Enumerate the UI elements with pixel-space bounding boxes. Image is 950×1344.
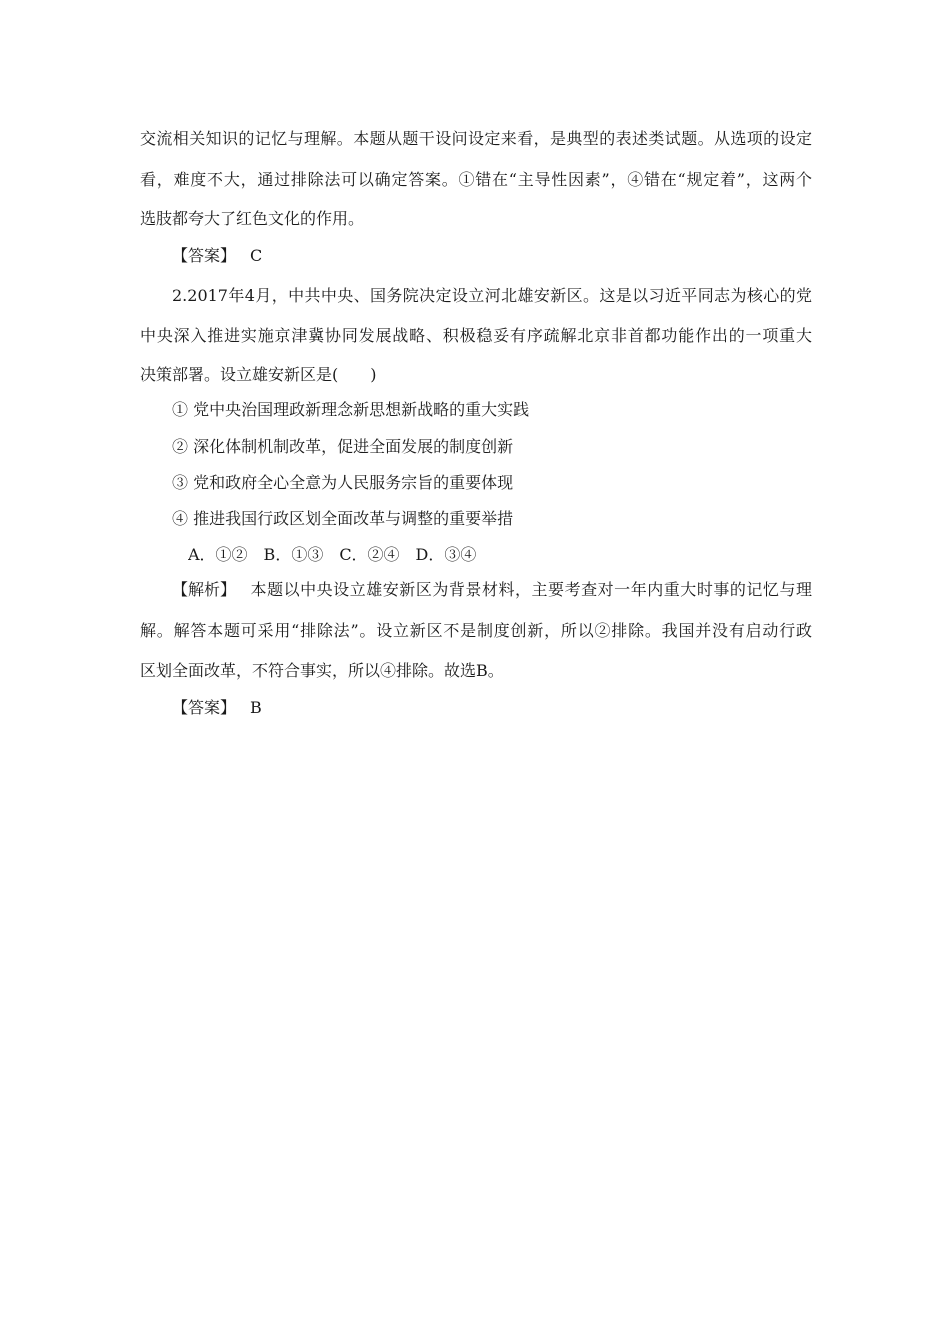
answer-options: A．①② B．①③ C．②④ D．③④ <box>188 545 477 564</box>
statement-2: ② 深化体制机制改革，促进全面发展的制度创新 <box>172 437 514 456</box>
prev-explanation-line-2: 看，难度不大，通过排除法可以确定答案。①错在“主导性因素”，④错在“规定着”，这两个 <box>140 170 812 189</box>
prev-explanation-line-1: 交流相关知识的记忆与理解。本题从题干设问设定来看，是典型的表述类试题。从选项的设定 <box>140 129 812 148</box>
question2-answer <box>172 698 472 718</box>
analysis-text-1: 本题以中央设立雄安新区为背景材料，主要考查对一年内重大时事的记忆与理 <box>250 580 812 599</box>
prev-answer <box>172 246 472 266</box>
analysis-line-1 <box>172 580 812 600</box>
question2-stem-line-3: 决策部署。设立雄安新区是( ) <box>140 365 377 384</box>
analysis-line-2: 解。解答本题可采用“排除法”。设立新区不是制度创新，所以②排除。我国并没有启动行政 <box>140 621 812 640</box>
statement-3: ③ 党和政府全心全意为人民服务宗旨的重要体现 <box>172 473 514 492</box>
analysis-line-3: 区划全面改革，不符合事实，所以④排除。故选B。 <box>140 661 504 680</box>
question2-answer-value: B <box>250 698 262 717</box>
statement-4: ④ 推进我国行政区划全面改革与调整的重要举措 <box>172 509 514 528</box>
analysis-tag: 【解析】 <box>172 580 237 599</box>
question2-answer-tag: 【答案】 <box>172 698 237 717</box>
prev-answer-value: C <box>250 246 263 265</box>
question2-stem-line-1: 2.2017年4月，中共中央、国务院决定设立河北雄安新区。这是以习近平同志为核心的党 <box>172 286 812 305</box>
prev-answer-tag: 【答案】 <box>172 246 237 265</box>
prev-explanation-line-3: 选肢都夸大了红色文化的作用。 <box>140 209 365 228</box>
question2-stem-line-2: 中央深入推进实施京津冀协同发展战略、积极稳妥有序疏解北京非首都功能作出的一项重大 <box>140 326 812 345</box>
statement-1: ① 党中央治国理政新理念新思想新战略的重大实践 <box>172 400 530 419</box>
